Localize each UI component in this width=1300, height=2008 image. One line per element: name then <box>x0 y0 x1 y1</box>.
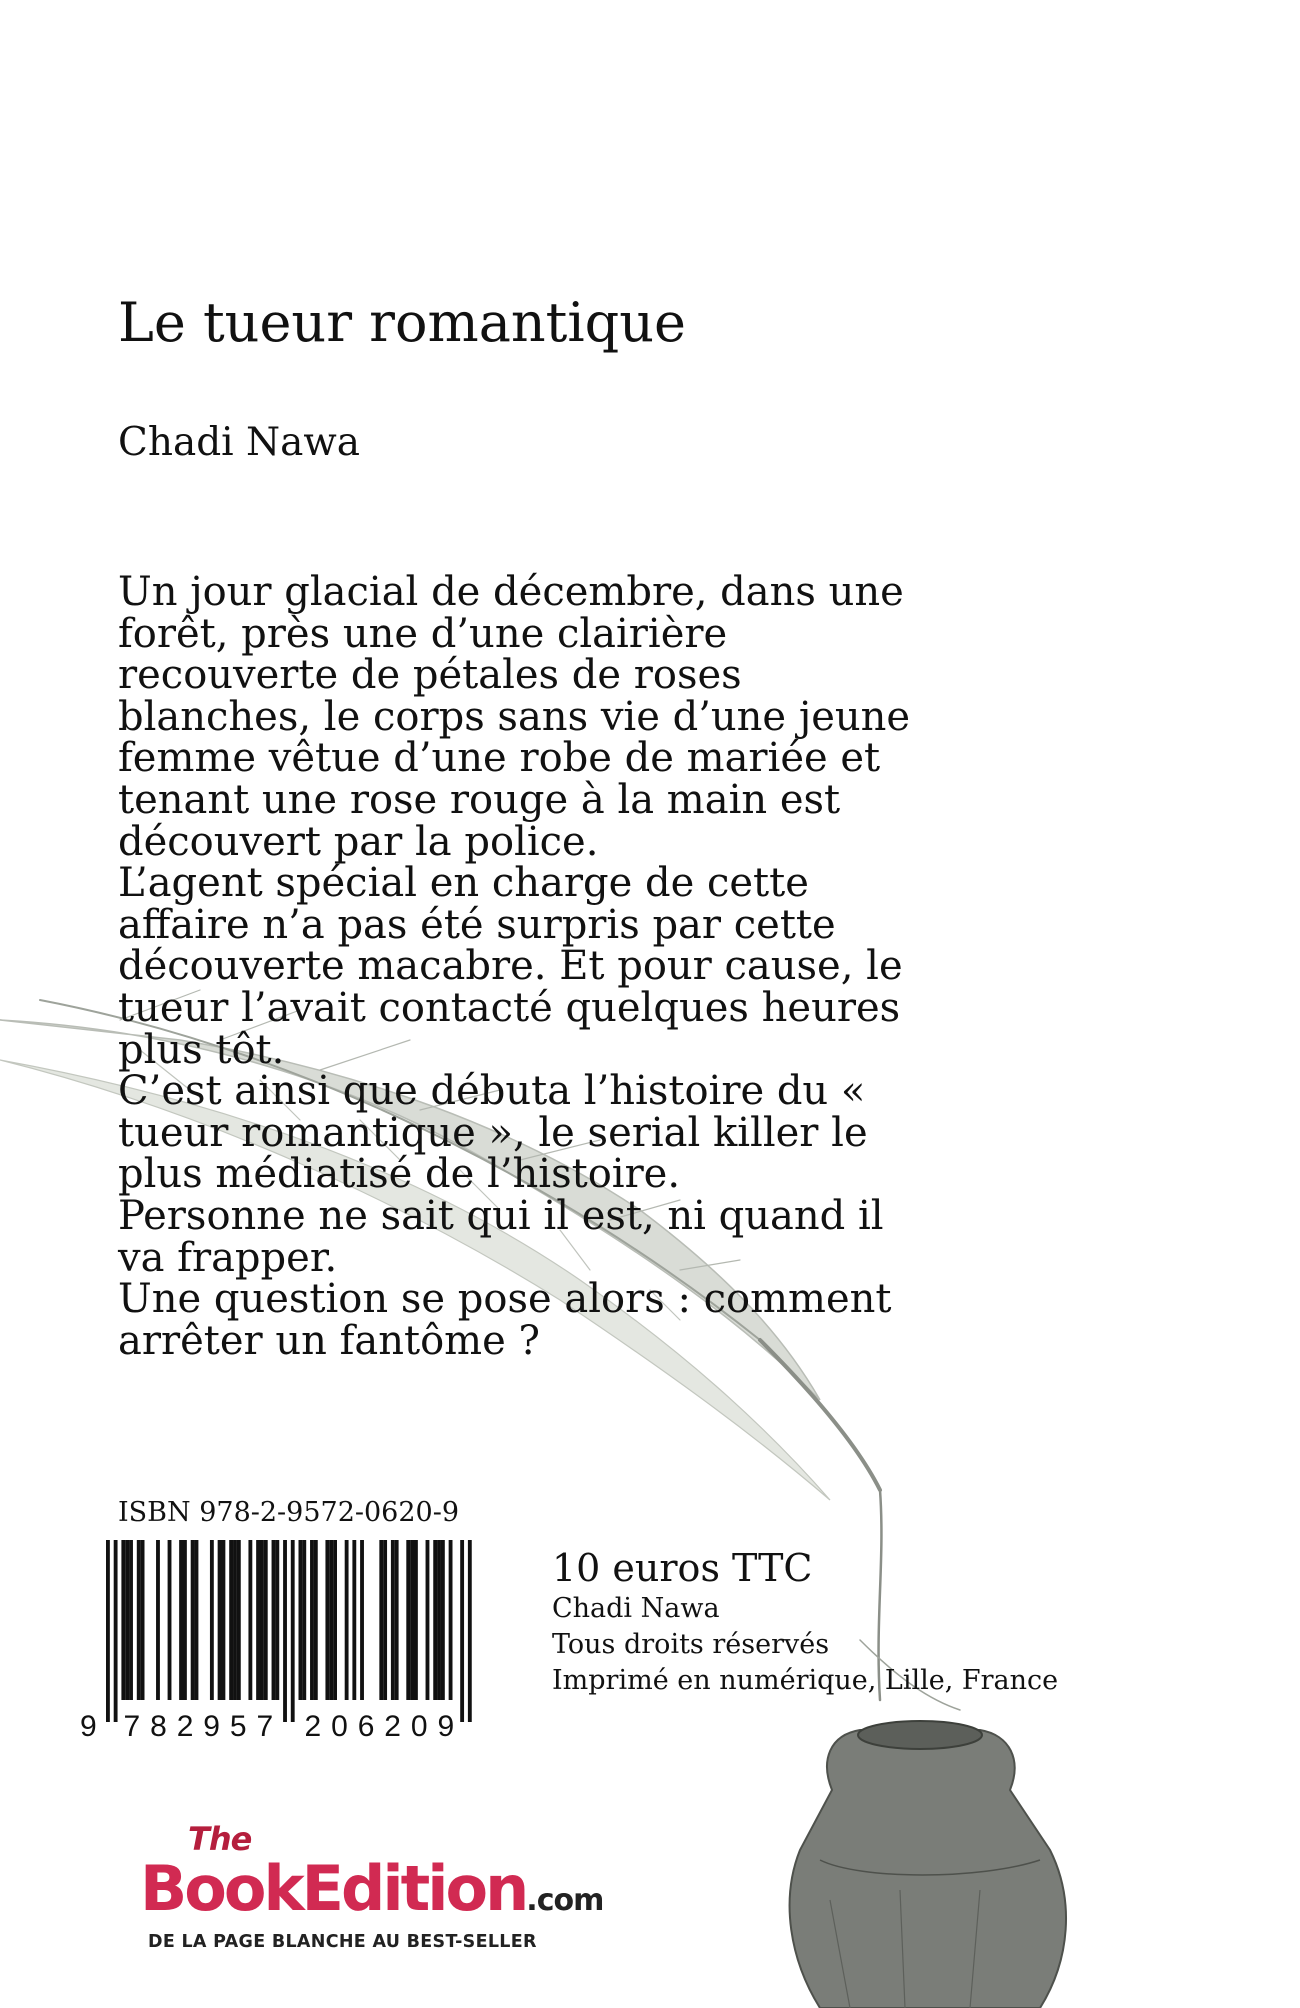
barcode-bar <box>449 1540 453 1700</box>
price-info <box>552 1545 1058 1699</box>
book-summary <box>118 569 948 1364</box>
barcode-bar <box>291 1540 295 1722</box>
summary-line: plus médiatisé de l’histoire. <box>118 1151 681 1198</box>
barcode-bar <box>410 1540 414 1700</box>
barcode-bar <box>168 1540 172 1700</box>
summary-line: Personne ne sait qui il est, ni quand il <box>118 1192 884 1239</box>
barcode-bar <box>314 1540 318 1700</box>
barcode-bar <box>426 1540 430 1700</box>
barcode-bar <box>272 1540 276 1700</box>
barcode-bar <box>414 1540 418 1700</box>
barcode-bar <box>106 1540 110 1722</box>
barcode-bar <box>141 1540 145 1700</box>
barcode-bar <box>460 1540 464 1722</box>
barcode-bar <box>352 1540 356 1700</box>
barcode-bar <box>437 1540 441 1700</box>
summary-line: affaire n’a pas été surpris par cette <box>118 901 836 948</box>
summary-line: C’est ainsi que débuta l’histoire du « <box>118 1068 866 1115</box>
barcode-bar <box>260 1540 264 1700</box>
logo-main-text: BookEdition <box>140 1852 527 1925</box>
summary-line: L’agent spécial en charge de cette <box>118 860 809 907</box>
barcode-bar <box>333 1540 337 1700</box>
barcode-bar <box>121 1540 125 1700</box>
isbn-barcode <box>80 1540 490 1740</box>
summary-line: femme vêtue d’une robe de mariée et <box>118 735 881 782</box>
summary-line: découverte macabre. Et pour cause, le <box>118 943 903 990</box>
barcode-bar <box>275 1540 279 1700</box>
summary-line: tenant une rose rouge à la main est <box>118 776 841 823</box>
summary-line: recouverte de pétales de roses <box>118 652 742 699</box>
barcode-bar <box>222 1540 226 1700</box>
barcode-bars <box>106 1540 472 1722</box>
barcode-bar <box>310 1540 314 1700</box>
barcode-bar <box>441 1540 445 1700</box>
barcode-bar <box>156 1540 160 1700</box>
barcode-left-digits: 782957 <box>123 1710 274 1740</box>
barcode-bar <box>433 1540 437 1700</box>
barcode-bar <box>210 1540 214 1700</box>
barcode-bar <box>179 1540 183 1700</box>
barcode-bar <box>248 1540 252 1700</box>
barcode-bar <box>237 1540 241 1700</box>
rights-notice: Tous droits réservés <box>552 1629 830 1660</box>
barcode-bar <box>395 1540 399 1700</box>
barcode-bar <box>218 1540 222 1700</box>
logo-domain-text: .com <box>526 1883 604 1918</box>
barcode-lead-digit: 9 <box>80 1710 97 1740</box>
summary-line: tueur l’avait contacté quelques heures <box>118 984 901 1031</box>
barcode-bar <box>329 1540 333 1700</box>
barcode-bar <box>137 1540 141 1700</box>
barcode-bar <box>264 1540 268 1700</box>
barcode-bar <box>383 1540 387 1700</box>
logo-wordmark <box>140 1854 603 1936</box>
logo-the-text: The <box>188 1820 252 1858</box>
barcode-bar <box>468 1540 472 1722</box>
inkwell-icon <box>790 1721 1066 2008</box>
barcode-bar <box>283 1540 287 1722</box>
barcode-bar <box>360 1540 364 1700</box>
barcode-right-digits: 206209 <box>304 1710 455 1740</box>
barcode-bar <box>406 1540 410 1700</box>
summary-line: blanches, le corps sans vie d’une jeune <box>118 693 911 740</box>
isbn-label: ISBN 978-2-9572-0620-9 <box>118 1497 460 1528</box>
barcode-bar <box>129 1540 133 1700</box>
copyright-author: Chadi Nawa <box>552 1593 720 1624</box>
barcode-bar <box>114 1540 118 1722</box>
summary-line: découvert par la police. <box>118 818 599 865</box>
barcode-bar <box>379 1540 383 1700</box>
barcode-bar <box>125 1540 129 1700</box>
barcode-bar <box>195 1540 199 1700</box>
summary-line: forêt, près une d’une clairière <box>118 610 728 657</box>
summary-line: Un jour glacial de décembre, dans une <box>118 569 904 615</box>
barcode-bar <box>299 1540 303 1700</box>
barcode-bar <box>302 1540 306 1700</box>
barcode-bar <box>183 1540 187 1700</box>
barcode-bar <box>325 1540 329 1700</box>
publisher-tagline: DE LA PAGE BLANCHE AU BEST-SELLER <box>148 1932 537 1952</box>
summary-line: va frapper. <box>118 1234 338 1281</box>
barcode-bar <box>256 1540 260 1700</box>
barcode-bar <box>345 1540 349 1700</box>
barcode-bar <box>391 1540 395 1700</box>
summary-line: plus tôt. <box>118 1026 285 1073</box>
barcode-bar <box>191 1540 195 1700</box>
summary-line: arrêter un fantôme ? <box>118 1317 540 1364</box>
book-title: Le tueur romantique <box>118 291 686 354</box>
print-location: Imprimé en numérique, Lille, France <box>552 1665 1059 1696</box>
price-label: 10 euros TTC <box>552 1546 813 1590</box>
summary-line: Une question se pose alors : comment <box>118 1276 892 1323</box>
summary-line: tueur romantique », le serial killer le <box>118 1109 868 1156</box>
book-author: Chadi Nawa <box>118 420 361 465</box>
barcode-bar <box>229 1540 233 1700</box>
barcode-bar <box>233 1540 237 1700</box>
